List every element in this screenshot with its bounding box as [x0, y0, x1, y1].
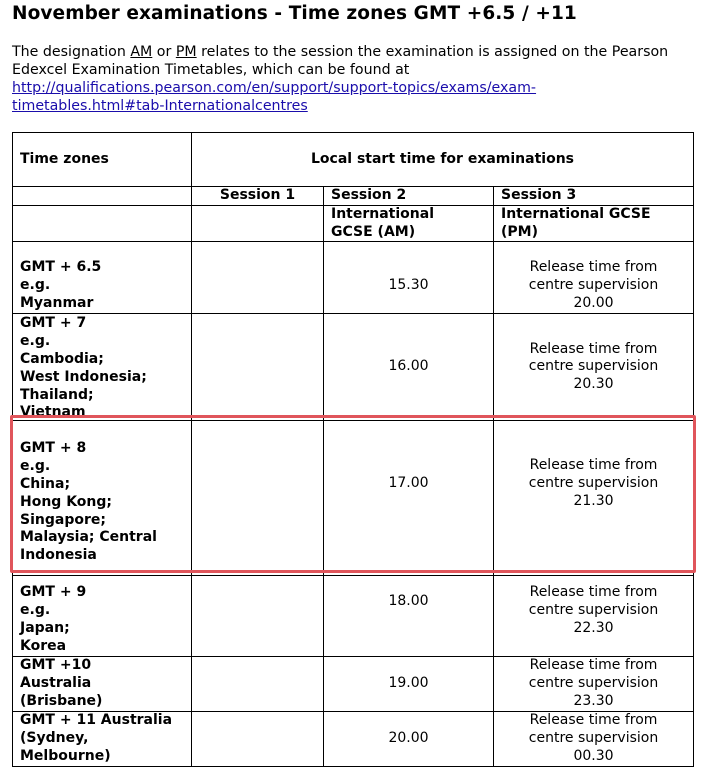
session2-time-cell: 16.00 — [324, 314, 494, 421]
time-zone-cell: GMT + 8 e.g. China; Hong Kong; Singapore; Malaysia; Central Indonesia — [13, 421, 192, 576]
time-zone-cell: GMT + 9 e.g. Japan; Korea — [13, 576, 192, 657]
pm-designation: PM — [175, 44, 197, 60]
intro-text-1: The designation — [12, 44, 131, 60]
session1-cell — [192, 314, 324, 421]
session2-time-cell: 18.00 — [324, 576, 494, 657]
table-row — [13, 576, 694, 657]
time-zone-cell: GMT + 6.5 e.g. Myanmar — [13, 242, 192, 314]
table-row — [13, 657, 694, 712]
intro-text-or: or — [152, 44, 176, 60]
time-zone-cell: GMT + 7 e.g. Cambodia; West Indonesia; Thailand; Vietnam — [13, 314, 192, 421]
page-title: November examinations - Time zones GMT +6.5 / +11 — [12, 3, 577, 24]
session3-release-cell: Release time from centre supervision 21.30 — [494, 421, 694, 576]
session-header-empty — [13, 187, 192, 206]
timetables-link-line2: timetables.html#tab-Internationalcentres — [12, 98, 308, 114]
timetables-link-line1: http://qualifications.pearson.com/en/support/support-topics/exams/exam- — [12, 80, 537, 96]
session2-time-cell: 17.00 — [324, 421, 494, 576]
header-row — [13, 133, 694, 187]
session3-release-cell: Release time from centre supervision 23.30 — [494, 657, 694, 712]
session-sub-empty-1 — [13, 205, 192, 242]
session3-header: Session 3 — [494, 187, 694, 206]
session-header-row — [13, 187, 694, 206]
header-local-start-time: Local start time for examinations — [192, 133, 694, 187]
session1-cell — [192, 242, 324, 314]
timetables-link[interactable] — [12, 80, 536, 114]
table-row — [13, 712, 694, 767]
time-zone-cell: GMT +10 Australia (Brisbane) — [13, 657, 192, 712]
intro-paragraph — [12, 43, 702, 115]
time-zone-cell: GMT + 11 Australia (Sydney, Melbourne) — [13, 712, 192, 767]
session3-release-cell: Release time from centre supervision 20.00 — [494, 242, 694, 314]
am-designation: AM — [130, 44, 153, 60]
session1-cell — [192, 657, 324, 712]
session2-time-cell: 20.00 — [324, 712, 494, 767]
session3-release-cell: Release time from centre supervision 22.30 — [494, 576, 694, 657]
intro-text-2: relates to the session the examination is assigned on the Pearson Edexcel Examination Timetables, which can be found at — [12, 44, 669, 78]
session1-cell — [192, 712, 324, 767]
session2-time-cell: 19.00 — [324, 657, 494, 712]
session1-cell — [192, 421, 324, 576]
session2-header: Session 2 — [324, 187, 494, 206]
session-sub-empty-2 — [192, 205, 324, 242]
session2-qualification: International GCSE (AM) — [324, 205, 494, 242]
session3-release-cell: Release time from centre supervision 20.30 — [494, 314, 694, 421]
table-row-highlighted — [13, 421, 694, 576]
table-row — [13, 314, 694, 421]
session3-release-cell: Release time from centre supervision 00.30 — [494, 712, 694, 767]
table-row — [13, 242, 694, 314]
session1-header: Session 1 — [192, 187, 324, 206]
session1-cell — [192, 576, 324, 657]
header-time-zones: Time zones — [13, 133, 192, 187]
time-zones-table — [12, 132, 694, 767]
session-sub-row — [13, 205, 694, 242]
session3-qualification: International GCSE (PM) — [494, 205, 694, 242]
session2-time-cell: 15.30 — [324, 242, 494, 314]
